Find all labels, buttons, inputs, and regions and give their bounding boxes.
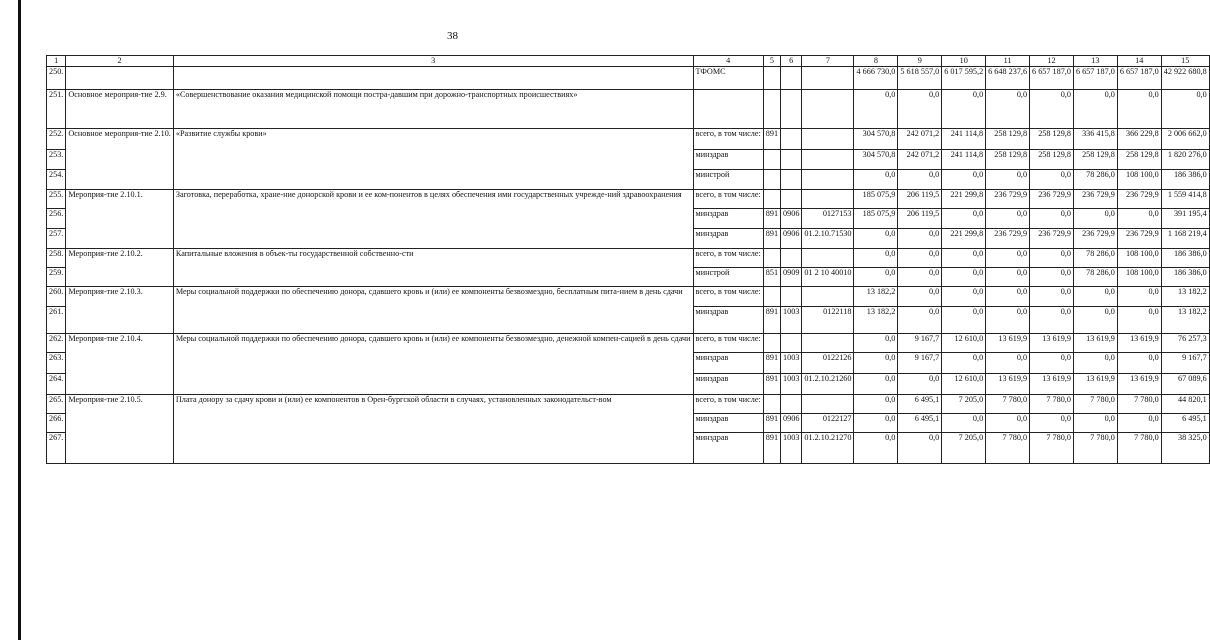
year-value: 13 619,9: [1073, 334, 1117, 353]
code-grbs: [763, 395, 780, 414]
year-value: 0,0: [854, 170, 898, 190]
year-value: 13 619,9: [986, 374, 1030, 395]
year-value: 0,0: [1030, 209, 1074, 229]
total-value: 9 167,7: [1161, 353, 1209, 374]
code-section: [781, 334, 802, 353]
code-section: 0906: [781, 414, 802, 433]
total-value: 13 182,2: [1161, 287, 1209, 307]
table-row: [47, 90, 1210, 129]
code-section: 1003: [781, 307, 802, 334]
year-value: 258 129,8: [986, 150, 1030, 170]
year-value: 13 619,9: [986, 334, 1030, 353]
year-value: 7 780,0: [1030, 395, 1074, 414]
year-value: 0,0: [898, 268, 942, 287]
year-value: 0,0: [1117, 307, 1161, 334]
year-value: 6 657 187,0: [1073, 67, 1117, 90]
header-cell: 12: [1030, 56, 1074, 67]
row-number: 250.: [47, 67, 66, 90]
total-value: 391 195,4: [1161, 209, 1209, 229]
code-target-article: [802, 190, 854, 209]
year-value: 78 286,0: [1073, 268, 1117, 287]
year-value: 0,0: [1117, 209, 1161, 229]
year-value: 0,0: [942, 287, 986, 307]
measure-name: Мероприя-тие 2.10.5.: [66, 395, 174, 464]
year-value: 78 286,0: [1073, 249, 1117, 268]
row-number: 253.: [47, 150, 66, 170]
measure-description: Плата донору за сдачу крови и (или) ее компонентов в Орен-бургской области в случаях, установленных законодательст-вом: [173, 395, 693, 464]
year-value: 0,0: [986, 414, 1030, 433]
year-value: 6 017 595,2: [942, 67, 986, 90]
year-value: 258 129,8: [986, 129, 1030, 150]
year-value: 0,0: [1030, 90, 1074, 129]
measure-description: Меры социальной поддержки по обеспечению донора, сдавшего кровь и (или) ее компоненты безвозмездно, бесплатным пита-нием в день сдачи: [173, 287, 693, 334]
year-value: 0,0: [854, 433, 898, 464]
year-value: 0,0: [942, 170, 986, 190]
measure-description: «Развитие службы крови»: [173, 129, 693, 190]
total-value: 1 559 414,8: [1161, 190, 1209, 209]
year-value: 0,0: [854, 268, 898, 287]
code-grbs: 891: [763, 209, 780, 229]
year-value: 221 299,8: [942, 229, 986, 249]
measure-name: Мероприя-тие 2.10.2.: [66, 249, 174, 287]
year-value: 0,0: [898, 374, 942, 395]
responsible-executor: минздрав: [693, 209, 763, 229]
year-value: 0,0: [1117, 414, 1161, 433]
year-value: 6 495,1: [898, 414, 942, 433]
code-target-article: [802, 67, 854, 90]
total-value: 2 006 662,0: [1161, 129, 1209, 150]
year-value: 236 729,9: [986, 190, 1030, 209]
row-number: 262.: [47, 334, 66, 353]
year-value: 0,0: [1030, 353, 1074, 374]
year-value: 236 729,9: [986, 229, 1030, 249]
year-value: 304 570,8: [854, 150, 898, 170]
row-number: 261.: [47, 307, 66, 334]
year-value: 13 182,2: [854, 287, 898, 307]
row-number: 264.: [47, 374, 66, 395]
year-value: 0,0: [898, 249, 942, 268]
year-value: 7 780,0: [1030, 433, 1074, 464]
header-cell: 11: [986, 56, 1030, 67]
code-target-article: 01.2.10.21260: [802, 374, 854, 395]
year-value: 0,0: [942, 209, 986, 229]
table-row: [47, 395, 1210, 414]
total-value: 186 386,0: [1161, 249, 1209, 268]
header-cell: 13: [1073, 56, 1117, 67]
code-grbs: [763, 190, 780, 209]
year-value: 0,0: [854, 90, 898, 129]
responsible-executor: ТФОМС: [693, 67, 763, 90]
header-cell: 8: [854, 56, 898, 67]
code-target-article: [802, 170, 854, 190]
year-value: 0,0: [986, 249, 1030, 268]
responsible-executor: минздрав: [693, 307, 763, 334]
code-section: [781, 129, 802, 150]
row-number: 266.: [47, 414, 66, 433]
code-section: [781, 190, 802, 209]
responsible-executor: [693, 90, 763, 129]
header-cell: 5: [763, 56, 780, 67]
header-cell: 6: [781, 56, 802, 67]
code-target-article: 01 2 10 40010: [802, 268, 854, 287]
total-value: 0,0: [1161, 90, 1209, 129]
total-value: 42 922 680,8: [1161, 67, 1209, 90]
responsible-executor: всего, в том числе:: [693, 287, 763, 307]
code-section: [781, 170, 802, 190]
year-value: 0,0: [898, 287, 942, 307]
year-value: 0,0: [1030, 414, 1074, 433]
measure-name: Мероприя-тие 2.10.1.: [66, 190, 174, 249]
year-value: 0,0: [1030, 307, 1074, 334]
row-number: 259.: [47, 268, 66, 287]
responsible-executor: минстрой: [693, 268, 763, 287]
measure-name: Основное мероприя-тие 2.9.: [66, 90, 174, 129]
year-value: 185 075,9: [854, 190, 898, 209]
code-target-article: [802, 395, 854, 414]
code-section: 1003: [781, 353, 802, 374]
year-value: 236 729,9: [1073, 190, 1117, 209]
year-value: 0,0: [1030, 249, 1074, 268]
responsible-executor: минздрав: [693, 353, 763, 374]
responsible-executor: всего, в том числе:: [693, 190, 763, 209]
year-value: 241 114,8: [942, 129, 986, 150]
code-grbs: 891: [763, 129, 780, 150]
year-value: 0,0: [986, 268, 1030, 287]
table-row: [47, 129, 1210, 150]
code-section: 0909: [781, 268, 802, 287]
table-row: [47, 249, 1210, 268]
year-value: 258 129,8: [1073, 150, 1117, 170]
header-cell: 9: [898, 56, 942, 67]
header-cell: 1: [47, 56, 66, 67]
year-value: 0,0: [898, 90, 942, 129]
code-grbs: 891: [763, 229, 780, 249]
year-value: 4 666 730,0: [854, 67, 898, 90]
total-value: 1 168 219,4: [1161, 229, 1209, 249]
year-value: 6 648 237,6: [986, 67, 1030, 90]
year-value: 0,0: [1117, 353, 1161, 374]
measure-description: [173, 67, 693, 90]
year-value: 0,0: [942, 353, 986, 374]
year-value: 0,0: [854, 229, 898, 249]
year-value: 0,0: [1030, 170, 1074, 190]
row-number: 265.: [47, 395, 66, 414]
responsible-executor: всего, в том числе:: [693, 129, 763, 150]
total-value: 13 182,2: [1161, 307, 1209, 334]
row-number: 267.: [47, 433, 66, 464]
year-value: 13 182,2: [854, 307, 898, 334]
header-cell: 4: [693, 56, 763, 67]
code-target-article: [802, 90, 854, 129]
code-section: 0906: [781, 229, 802, 249]
code-section: 1003: [781, 433, 802, 464]
year-value: 13 619,9: [1030, 374, 1074, 395]
year-value: 0,0: [942, 90, 986, 129]
responsible-executor: минстрой: [693, 170, 763, 190]
responsible-executor: минздрав: [693, 150, 763, 170]
responsible-executor: всего, в том числе:: [693, 334, 763, 353]
year-value: 0,0: [854, 334, 898, 353]
year-value: 7 780,0: [986, 395, 1030, 414]
year-value: 241 114,8: [942, 150, 986, 170]
year-value: 0,0: [1030, 287, 1074, 307]
measure-name: Мероприя-тие 2.10.3.: [66, 287, 174, 334]
scan-edge-bar: [18, 0, 21, 640]
year-value: 0,0: [898, 229, 942, 249]
code-target-article: 01.2.10.21270: [802, 433, 854, 464]
year-value: 236 729,9: [1117, 190, 1161, 209]
year-value: 0,0: [1073, 209, 1117, 229]
total-value: 1 820 276,0: [1161, 150, 1209, 170]
code-section: [781, 67, 802, 90]
code-grbs: [763, 67, 780, 90]
code-target-article: 0122127: [802, 414, 854, 433]
year-value: 0,0: [854, 353, 898, 374]
responsible-executor: минздрав: [693, 374, 763, 395]
code-target-article: 0122118: [802, 307, 854, 334]
year-value: 0,0: [898, 307, 942, 334]
year-value: 108 100,0: [1117, 249, 1161, 268]
year-value: 78 286,0: [1073, 170, 1117, 190]
year-value: 6 657 187,0: [1030, 67, 1074, 90]
responsible-executor: всего, в том числе:: [693, 395, 763, 414]
code-section: 0906: [781, 209, 802, 229]
year-value: 6 657 187,0: [1117, 67, 1161, 90]
table-row: [47, 334, 1210, 353]
year-value: 0,0: [986, 209, 1030, 229]
year-value: 0,0: [1117, 90, 1161, 129]
row-number: 252.: [47, 129, 66, 150]
year-value: 0,0: [1073, 307, 1117, 334]
year-value: 221 299,8: [942, 190, 986, 209]
code-section: 1003: [781, 374, 802, 395]
measure-name: Мероприя-тие 2.10.4.: [66, 334, 174, 395]
code-grbs: [763, 249, 780, 268]
code-grbs: 851: [763, 268, 780, 287]
row-number: 260.: [47, 287, 66, 307]
code-grbs: 891: [763, 353, 780, 374]
year-value: 258 129,8: [1030, 129, 1074, 150]
code-target-article: [802, 287, 854, 307]
year-value: 0,0: [942, 268, 986, 287]
code-target-article: [802, 334, 854, 353]
year-value: 236 729,9: [1117, 229, 1161, 249]
code-target-article: [802, 249, 854, 268]
year-value: 0,0: [986, 353, 1030, 374]
year-value: 0,0: [986, 90, 1030, 129]
year-value: 304 570,8: [854, 129, 898, 150]
year-value: 5 618 557,0: [898, 67, 942, 90]
row-number: 256.: [47, 209, 66, 229]
row-number: 263.: [47, 353, 66, 374]
year-value: 7 780,0: [1073, 395, 1117, 414]
code-grbs: 891: [763, 414, 780, 433]
year-value: 0,0: [1073, 90, 1117, 129]
header-cell: 10: [942, 56, 986, 67]
year-value: 0,0: [942, 307, 986, 334]
row-number: 257.: [47, 229, 66, 249]
year-value: 7 780,0: [986, 433, 1030, 464]
measure-description: Капитальные вложения в объек-ты государственной собственно-сти: [173, 249, 693, 287]
code-grbs: [763, 150, 780, 170]
code-target-article: 0127153: [802, 209, 854, 229]
total-value: 38 325,0: [1161, 433, 1209, 464]
year-value: 206 119,5: [898, 209, 942, 229]
year-value: 9 167,7: [898, 353, 942, 374]
responsible-executor: минздрав: [693, 229, 763, 249]
code-grbs: [763, 170, 780, 190]
year-value: 12 610,0: [942, 374, 986, 395]
page-number: 38: [447, 30, 458, 42]
responsible-executor: минздрав: [693, 414, 763, 433]
year-value: 0,0: [986, 287, 1030, 307]
year-value: 0,0: [1073, 353, 1117, 374]
year-value: 7 205,0: [942, 433, 986, 464]
year-value: 0,0: [854, 395, 898, 414]
total-value: 44 820,1: [1161, 395, 1209, 414]
row-number: 254.: [47, 170, 66, 190]
year-value: 0,0: [1117, 287, 1161, 307]
year-value: 7 205,0: [942, 395, 986, 414]
year-value: 0,0: [1030, 268, 1074, 287]
code-target-article: [802, 129, 854, 150]
code-grbs: [763, 90, 780, 129]
year-value: 0,0: [1073, 287, 1117, 307]
header-cell: 7: [802, 56, 854, 67]
total-value: 186 386,0: [1161, 268, 1209, 287]
year-value: 236 729,9: [1073, 229, 1117, 249]
year-value: 0,0: [854, 374, 898, 395]
code-grbs: 891: [763, 374, 780, 395]
measure-name: [66, 67, 174, 90]
code-target-article: [802, 150, 854, 170]
year-value: 13 619,9: [1030, 334, 1074, 353]
code-target-article: 0122126: [802, 353, 854, 374]
code-grbs: [763, 287, 780, 307]
code-grbs: [763, 334, 780, 353]
year-value: 0,0: [854, 414, 898, 433]
code-grbs: 891: [763, 433, 780, 464]
header-cell: 3: [173, 56, 693, 67]
year-value: 0,0: [986, 307, 1030, 334]
year-value: 366 229,8: [1117, 129, 1161, 150]
year-value: 7 780,0: [1117, 433, 1161, 464]
year-value: 108 100,0: [1117, 170, 1161, 190]
code-section: [781, 249, 802, 268]
header-cell: 15: [1161, 56, 1209, 67]
responsible-executor: минздрав: [693, 433, 763, 464]
total-value: 186 386,0: [1161, 170, 1209, 190]
row-number: 255.: [47, 190, 66, 209]
year-value: 0,0: [986, 170, 1030, 190]
year-value: 236 729,9: [1030, 229, 1074, 249]
year-value: 185 075,9: [854, 209, 898, 229]
year-value: 13 619,9: [1073, 374, 1117, 395]
measure-name: Основное мероприя-тие 2.10.: [66, 129, 174, 190]
row-number: 251.: [47, 90, 66, 129]
table-row: [47, 67, 1210, 90]
header-cell: 14: [1117, 56, 1161, 67]
table-row: [47, 287, 1210, 307]
responsible-executor: всего, в том числе:: [693, 249, 763, 268]
year-value: 6 495,1: [898, 395, 942, 414]
measure-description: Заготовка, переработка, хране-ние донорской крови и ее ком-понентов в целях обеспечения ими государственных учрежде-ний здравоохранения: [173, 190, 693, 249]
year-value: 12 610,0: [942, 334, 986, 353]
code-section: [781, 287, 802, 307]
year-value: 0,0: [942, 249, 986, 268]
year-value: 258 129,8: [1030, 150, 1074, 170]
total-value: 6 495,1: [1161, 414, 1209, 433]
year-value: 0,0: [898, 433, 942, 464]
row-number: 258.: [47, 249, 66, 268]
code-target-article: 01.2.10.71530: [802, 229, 854, 249]
year-value: 336 415,8: [1073, 129, 1117, 150]
code-section: [781, 90, 802, 129]
table-row: [47, 190, 1210, 209]
year-value: 9 167,7: [898, 334, 942, 353]
year-value: 242 071,2: [898, 129, 942, 150]
measure-description: «Совершенствование оказания медицинской помощи постра-давшим при дорожно-транспортных происшествиях»: [173, 90, 693, 129]
total-value: 76 257,3: [1161, 334, 1209, 353]
year-value: 108 100,0: [1117, 268, 1161, 287]
code-grbs: 891: [763, 307, 780, 334]
year-value: 13 619,9: [1117, 334, 1161, 353]
measure-description: Меры социальной поддержки по обеспечению донора, сдавшего кровь и (или) ее компоненты безвозмездно, денежной компен-сацией в день сдачи: [173, 334, 693, 395]
year-value: 206 119,5: [898, 190, 942, 209]
year-value: 7 780,0: [1117, 395, 1161, 414]
year-value: 13 619,9: [1117, 374, 1161, 395]
code-section: [781, 395, 802, 414]
year-value: 0,0: [898, 170, 942, 190]
total-value: 67 089,6: [1161, 374, 1209, 395]
table-header-row: [47, 56, 1210, 67]
header-cell: 2: [66, 56, 174, 67]
year-value: 236 729,9: [1030, 190, 1074, 209]
year-value: 0,0: [942, 414, 986, 433]
year-value: 242 071,2: [898, 150, 942, 170]
code-section: [781, 150, 802, 170]
year-value: 0,0: [1073, 414, 1117, 433]
year-value: 0,0: [854, 249, 898, 268]
year-value: 7 780,0: [1073, 433, 1117, 464]
budget-table: [46, 55, 1210, 464]
year-value: 258 129,8: [1117, 150, 1161, 170]
